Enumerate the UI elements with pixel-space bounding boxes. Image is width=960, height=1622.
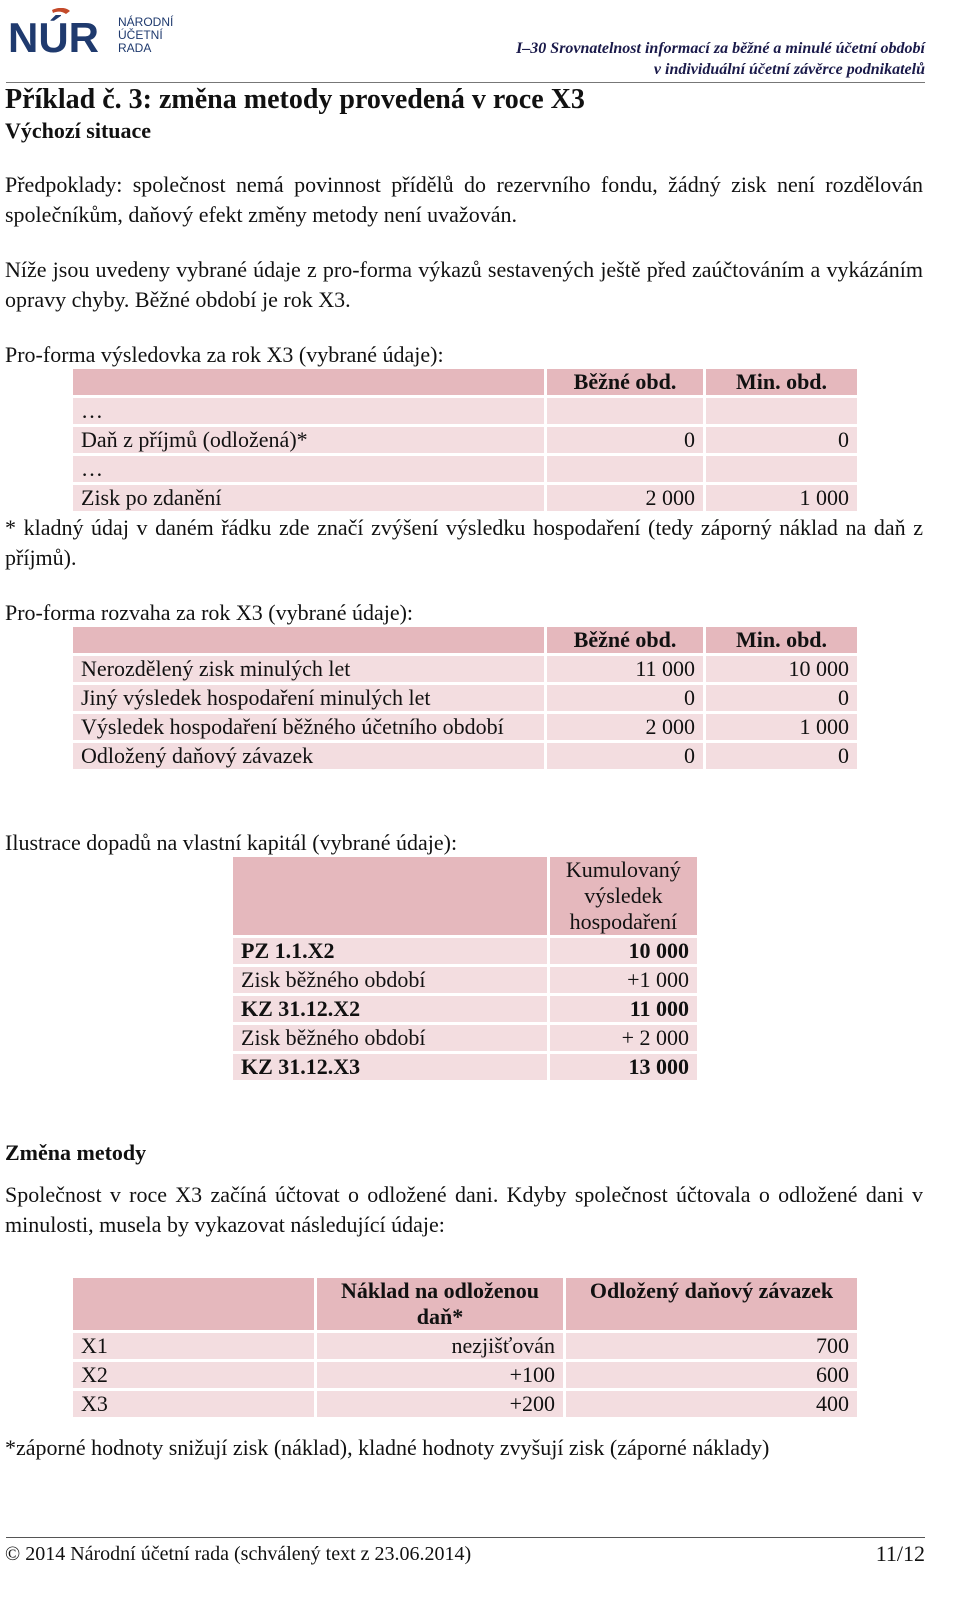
logo-line-1: NÁRODNÍ: [118, 15, 174, 29]
table-row: [73, 1391, 857, 1417]
section-subtitle: Výchozí situace: [5, 118, 152, 143]
income-statement-label: Pro-forma výsledovka za rok X3 (vybrané údaje):: [5, 342, 444, 367]
table-row: [73, 456, 857, 482]
table-row: [73, 427, 857, 453]
footer-divider: [6, 1537, 925, 1538]
row-label: KZ 31.12.X3: [233, 1054, 547, 1080]
liability-value: 700: [566, 1333, 857, 1359]
table-row: [73, 1362, 857, 1388]
header-divider: [6, 82, 925, 83]
example-title: Příklad č. 3: změna metody provedená v roce X3: [5, 84, 585, 115]
header-cell-empty: [73, 1278, 314, 1330]
prior-value: 10 000: [706, 656, 857, 682]
logo-line-2: ÚČETNÍ: [118, 28, 163, 42]
logo-line-3: RADA: [118, 41, 152, 55]
assumptions-paragraph: Předpoklady: společnost nemá povinnost přídělů do rezervního fondu, žádný zisk není rozdělován společníkům, daňový efekt změny metody není uvažován.: [5, 172, 923, 227]
liability-value: 400: [566, 1391, 857, 1417]
row-label: Výsledek hospodaření běžného účetního období: [73, 714, 544, 740]
row-label: Zisk po zdanění: [73, 485, 544, 511]
method-change-heading: Změna metody: [5, 1140, 147, 1165]
header-cell: Kumulovaný výsledek hospodaření: [550, 857, 697, 935]
balance-sheet-label: Pro-forma rozvaha za rok X3 (vybrané údaje):: [5, 600, 414, 625]
row-label: Odložený daňový závazek: [73, 743, 544, 769]
table-row: [233, 938, 697, 964]
row-label: Zisk běžného období: [233, 1025, 547, 1051]
row-label: Jiný výsledek hospodaření minulých let: [73, 685, 544, 711]
year-label: X3: [73, 1391, 314, 1417]
current-value: 0: [547, 685, 703, 711]
header-cell: Min. obd.: [706, 627, 857, 653]
table-row: [233, 1054, 697, 1080]
header-cell: Odložený daňový závazek: [566, 1278, 857, 1330]
expense-value: +200: [317, 1391, 563, 1417]
current-value: [547, 398, 703, 424]
footer-copyright: © 2014 Národní účetní rada (schválený text z 23.06.2014): [5, 1543, 472, 1565]
nur-logo: [8, 8, 198, 58]
current-value: 0: [547, 743, 703, 769]
row-label: Nerozdělený zisk minulých let: [73, 656, 544, 682]
header-cell: Běžné obd.: [547, 627, 703, 653]
current-value: [547, 456, 703, 482]
balance-sheet-table: [70, 624, 860, 772]
row-value: 13 000: [550, 1054, 697, 1080]
table-header-row: [73, 627, 857, 653]
row-label: PZ 1.1.X2: [233, 938, 547, 964]
logo-brand: NÚR: [8, 14, 99, 58]
table-row: [73, 714, 857, 740]
prior-value: 1 000: [706, 485, 857, 511]
current-value: 2 000: [547, 485, 703, 511]
document-header: [516, 38, 925, 80]
row-value: +1 000: [550, 967, 697, 993]
row-value: 10 000: [550, 938, 697, 964]
table-row: [73, 685, 857, 711]
logo-graphic: [8, 8, 198, 58]
header-cell: Běžné obd.: [547, 369, 703, 395]
method-change-paragraph: Společnost v roce X3 začíná účtovat o odložené dani. Kdyby společnost účtovala o odložené dani v minulosti, musela by vykazovat následující údaje:: [5, 1182, 923, 1237]
equity-label: Ilustrace dopadů na vlastní kapitál (vybrané údaje):: [5, 830, 458, 855]
deferred-tax-table: [70, 1275, 860, 1420]
current-value: 2 000: [547, 714, 703, 740]
expense-value: +100: [317, 1362, 563, 1388]
row-value: 11 000: [550, 996, 697, 1022]
equity-impact-table: [230, 854, 700, 1083]
header-cell: [73, 627, 544, 653]
prior-value: [706, 398, 857, 424]
row-label: Zisk běžného období: [233, 967, 547, 993]
header-cell: [73, 369, 544, 395]
current-value: 0: [547, 427, 703, 453]
table-row: [233, 1025, 697, 1051]
header-cell: Náklad na odloženou daň*: [317, 1278, 563, 1330]
table-header-row: [73, 369, 857, 395]
income-footnote: * kladný údaj v daném řádku zde značí zvýšení výsledku hospodaření (tedy záporný náklad na daň z příjmů).: [5, 515, 923, 570]
prior-value: 0: [706, 427, 857, 453]
expense-value: nezjišťován: [317, 1333, 563, 1359]
prior-value: [706, 456, 857, 482]
tax-footnote: *záporné hodnoty snižují zisk (náklad), kladné hodnoty zvyšují zisk (záporné náklady): [5, 1435, 770, 1460]
table-row: [73, 1333, 857, 1359]
table-row: [73, 398, 857, 424]
header-line-1: I–30 Srovnatelnost informací za běžné a minulé účetní období: [516, 40, 925, 57]
table-row: [233, 967, 697, 993]
row-label: KZ 31.12.X2: [233, 996, 547, 1022]
intro-paragraph: Níže jsou uvedeny vybrané údaje z pro-forma výkazů sestavených ještě před zaúčtováním a vykázáním opravy chyby. Běžné období je rok X3.: [5, 257, 923, 312]
table-header-row: [73, 1278, 857, 1330]
row-label: …: [73, 456, 544, 482]
page-number: 11/12: [875, 1541, 925, 1566]
table-row: [73, 485, 857, 511]
prior-value: 1 000: [706, 714, 857, 740]
row-label: Daň z příjmů (odložená)*: [73, 427, 544, 453]
table-row: [73, 656, 857, 682]
header-line-2: v individuální účetní závěrce podnikatelů: [653, 61, 925, 78]
row-value: + 2 000: [550, 1025, 697, 1051]
prior-value: 0: [706, 685, 857, 711]
income-statement-table: [70, 366, 860, 514]
year-label: X2: [73, 1362, 314, 1388]
table-row: [73, 743, 857, 769]
header-cell-empty: [233, 857, 547, 935]
liability-value: 600: [566, 1362, 857, 1388]
year-label: X1: [73, 1333, 314, 1359]
current-value: 11 000: [547, 656, 703, 682]
prior-value: 0: [706, 743, 857, 769]
table-row: [233, 996, 697, 1022]
table-header-row: [233, 857, 697, 935]
header-cell: Min. obd.: [706, 369, 857, 395]
row-label: …: [73, 398, 544, 424]
